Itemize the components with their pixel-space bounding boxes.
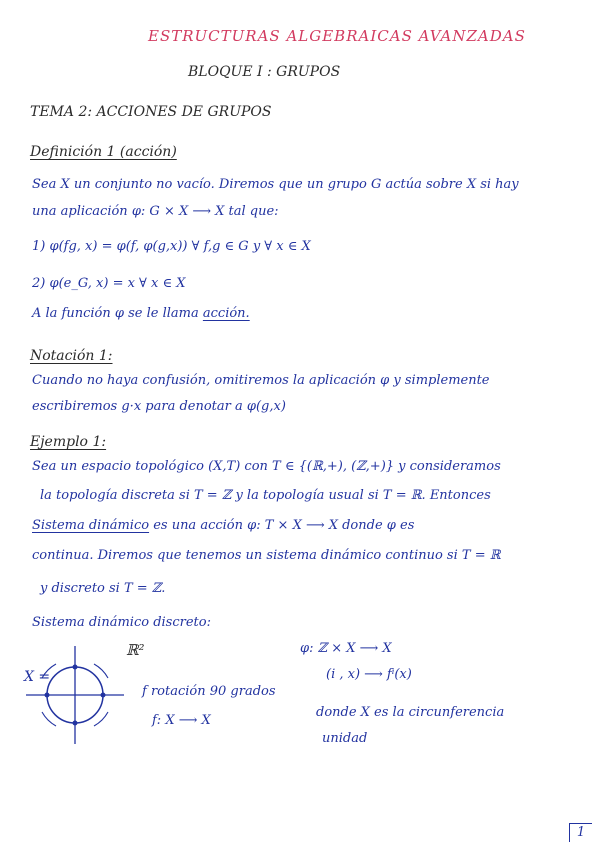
notation-line-1: Cuando no haya confusión, omitiremos la aplicación φ y simplemente <box>32 373 490 388</box>
point-top <box>73 665 78 670</box>
page-number: 1 <box>569 823 592 842</box>
definition-line-1: Sea X un conjunto no vacío. Diremos que un grupo G actúa sobre X si hay <box>32 177 519 192</box>
definition-condition-1: 1) φ(fg, x) = φ(f, φ(g,x)) ∀ f,g ∈ G y ∀ x ∈ X <box>32 239 311 254</box>
point-bottom <box>73 721 78 726</box>
example-line-1: Sea un espacio topológico (X,T) con T ∈ {(ℝ,+), (ℤ,+)} y consideramos <box>32 459 501 474</box>
definition-note <box>32 305 250 323</box>
block-title: BLOQUE I : GRUPOS <box>188 64 341 80</box>
course-title: ESTRUCTURAS ALGEBRAICAS AVANZADAS <box>148 27 526 45</box>
example-line-3 <box>32 517 414 535</box>
example-heading: Ejemplo 1: <box>30 434 107 450</box>
point-right <box>101 693 106 698</box>
definition-note-prefix: A la función φ se le llama <box>32 306 199 321</box>
map-label: f: X ⟶ X <box>152 713 211 728</box>
definition-line-2: una aplicación φ: G × X ⟶ X tal que: <box>32 204 279 219</box>
r2-label: ℝ² <box>126 641 145 659</box>
example-line-2: la topología discreta si T = ℤ y la topología usual si T = ℝ. Entonces <box>40 488 491 503</box>
definition-condition-2: 2) φ(e_G, x) = x ∀ x ∈ X <box>32 276 186 291</box>
example-line-5: y discreto si T = ℤ. <box>40 581 166 596</box>
x-label: X = <box>24 669 51 685</box>
notation-line-2: escribiremos g·x para denotar a φ(g,x) <box>32 399 286 414</box>
topic-title: TEMA 2: ACCIONES DE GRUPOS <box>30 104 272 120</box>
point-left <box>45 693 50 698</box>
definition-note-term: acción. <box>202 306 250 321</box>
example-term: Sistema dinámico <box>32 518 150 533</box>
notation-heading: Notación 1: <box>30 348 113 364</box>
rotation-label: f rotación 90 grados <box>142 684 276 699</box>
phi-line-1: φ: ℤ × X ⟶ X <box>300 641 392 656</box>
example-subheading: Sistema dinámico discreto: <box>32 615 211 630</box>
where-line-1: donde X es la circunferencia <box>316 705 505 720</box>
phi-line-2: (i , x) ⟶ fⁱ(x) <box>326 667 412 682</box>
definition-heading: Definición 1 (acción) <box>30 144 177 160</box>
unit-circle-diagram <box>20 640 130 750</box>
example-line-3-rest: es una acción φ: T × X ⟶ X donde φ es <box>149 518 415 533</box>
where-line-2: unidad <box>322 731 368 746</box>
example-line-4: continua. Diremos que tenemos un sistema dinámico continuo si T = ℝ <box>32 548 501 563</box>
